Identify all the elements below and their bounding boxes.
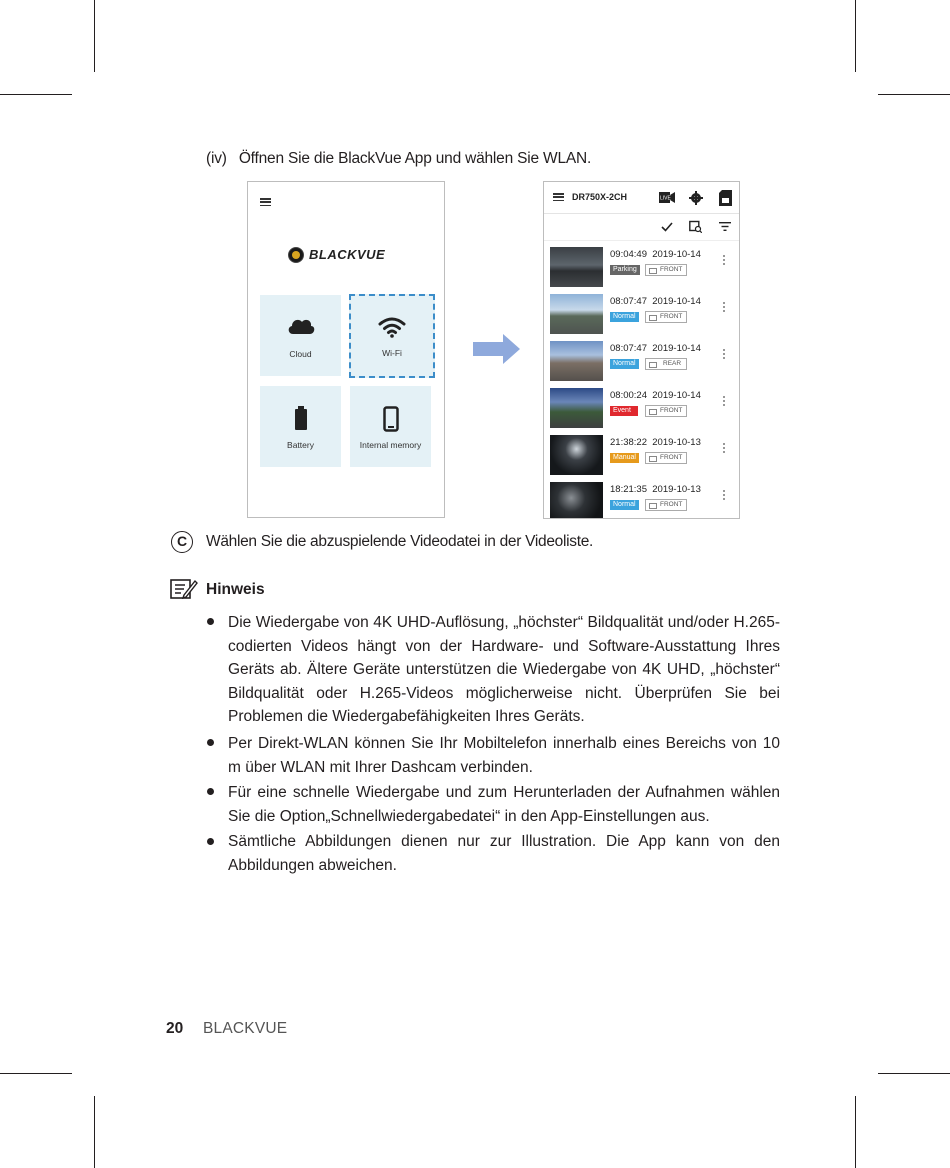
video-type-badge: Normal	[610, 359, 639, 369]
video-list-item[interactable]	[544, 431, 739, 478]
app-toolbar	[544, 182, 739, 214]
checkmark-icon[interactable]	[661, 222, 673, 232]
crop-mark	[878, 1073, 950, 1074]
step-marker-c: C	[171, 531, 193, 553]
tile-internal-memory[interactable]	[350, 386, 431, 467]
video-type-badge: Normal	[610, 312, 639, 322]
video-thumbnail	[550, 482, 603, 519]
crop-mark	[855, 1096, 856, 1168]
more-options-icon[interactable]	[723, 255, 726, 267]
gear-icon[interactable]	[689, 191, 703, 205]
more-options-icon[interactable]	[723, 443, 726, 455]
tile-label: Internal memory	[359, 440, 422, 450]
video-list-item[interactable]	[544, 337, 739, 384]
camera-label: FRONT	[645, 405, 687, 417]
video-thumbnail	[550, 435, 603, 475]
note-item: Sämtliche Abbildungen dienen nur zur Illustration. Die App kann von den Abbildungen abweichen.	[228, 833, 780, 874]
cloud-icon	[286, 315, 316, 335]
more-options-icon[interactable]	[723, 490, 726, 502]
arrow-right-icon	[473, 334, 521, 364]
menu-icon[interactable]	[553, 193, 564, 201]
camera-label: FRONT	[645, 264, 687, 276]
menu-icon[interactable]	[260, 198, 271, 206]
bullet	[207, 618, 214, 625]
logo-emblem-icon	[288, 247, 304, 263]
camera-label: REAR	[645, 358, 687, 370]
video-timestamp: 18:21:35 2019-10-13	[610, 484, 701, 495]
blackvue-logo	[288, 246, 408, 264]
more-options-icon[interactable]	[723, 302, 726, 314]
crop-mark	[0, 1073, 72, 1074]
calendar-search-icon[interactable]	[689, 220, 702, 233]
video-timestamp: 08:07:47 2019-10-14	[610, 296, 701, 307]
video-timestamp: 08:07:47 2019-10-14	[610, 343, 701, 354]
video-timestamp: 09:04:49 2019-10-14	[610, 249, 701, 260]
tile-label: Wi-Fi	[382, 348, 402, 358]
video-timestamp: 08:00:24 2019-10-14	[610, 390, 701, 401]
logo-text: BLACKVUE	[309, 247, 386, 262]
video-thumbnail	[550, 341, 603, 381]
bullet	[207, 838, 214, 845]
phone-memory-icon	[383, 406, 399, 432]
video-list-item[interactable]	[544, 290, 739, 337]
crop-mark	[0, 94, 72, 95]
app-home-screenshot	[247, 181, 445, 518]
video-list-screenshot	[543, 181, 740, 519]
sd-card-icon[interactable]	[719, 190, 732, 206]
crop-mark	[94, 1096, 95, 1168]
camera-label: FRONT	[645, 311, 687, 323]
note-item: Per Direkt-WLAN können Sie Ihr Mobiltelefon innerhalb eines Bereichs von 10 m über WLAN mit Ihrer Dashcam verbinden.	[228, 735, 780, 776]
step-text: Öffnen Sie die BlackVue App und wählen Sie WLAN.	[238, 150, 592, 167]
footer-brand: BLACKVUE	[203, 1020, 288, 1037]
crop-mark	[855, 0, 856, 72]
page-number: 20	[166, 1020, 184, 1037]
video-thumbnail	[550, 247, 603, 287]
wifi-icon	[378, 316, 406, 338]
tile-battery[interactable]	[260, 386, 341, 467]
camera-label: FRONT	[645, 452, 687, 464]
tile-label: Cloud	[289, 349, 312, 359]
filter-icon[interactable]	[719, 222, 731, 231]
note-item: Die Wiedergabe von 4K UHD-Auflösung, „höchster“ Bildqualität und/oder H.265-codierten Videos hängt von der Hardware- und Software-Ausstattung Ihres Geräts ab. Ältere Geräte unterstützen die Wiedergabe von 4K UHD, „höchster“ Bildqualität oder H.265-Videos möglicherweise nicht. Überprüfen Sie bei Problemen die Wiedergabefähigkeiten Ihres Geräts.	[228, 614, 780, 725]
svg-text:LIVE: LIVE	[660, 195, 671, 202]
video-timestamp: 21:38:22 2019-10-13	[610, 437, 701, 448]
tile-label: Battery	[287, 440, 314, 450]
video-type-badge: Event	[610, 406, 638, 416]
list-actions-bar	[544, 214, 739, 241]
more-options-icon[interactable]	[723, 396, 726, 408]
video-type-badge: Parking	[610, 265, 640, 275]
video-list-item[interactable]	[544, 243, 739, 290]
tile-wifi[interactable]	[349, 294, 435, 378]
crop-mark	[878, 94, 950, 95]
crop-mark	[94, 0, 95, 72]
video-type-badge: Normal	[610, 500, 639, 510]
video-type-badge: Manual	[610, 453, 639, 463]
instruction-text: Wählen Sie die abzuspielende Videodatei in der Videoliste.	[206, 533, 594, 550]
note-item: Für eine schnelle Wiedergabe und zum Herunterladen der Aufnahmen wählen Sie die Option„Schnellwiedergabedatei“ in den App-Einstellungen aus.	[228, 784, 780, 825]
battery-icon	[294, 406, 308, 430]
bullet	[207, 788, 214, 795]
more-options-icon[interactable]	[723, 349, 726, 361]
camera-label: FRONT	[645, 499, 687, 511]
tile-cloud[interactable]	[260, 295, 341, 376]
step-number: (iv)	[206, 150, 227, 167]
note-title: Hinweis	[206, 581, 265, 598]
live-view-icon[interactable]	[659, 192, 675, 203]
video-thumbnail	[550, 294, 603, 334]
video-thumbnail	[550, 388, 603, 428]
note-icon	[170, 578, 198, 600]
video-list-item[interactable]	[544, 478, 739, 519]
bullet	[207, 739, 214, 746]
step-instruction	[206, 150, 591, 168]
video-list-item[interactable]	[544, 384, 739, 431]
device-name: DR750X-2CH	[572, 192, 628, 202]
